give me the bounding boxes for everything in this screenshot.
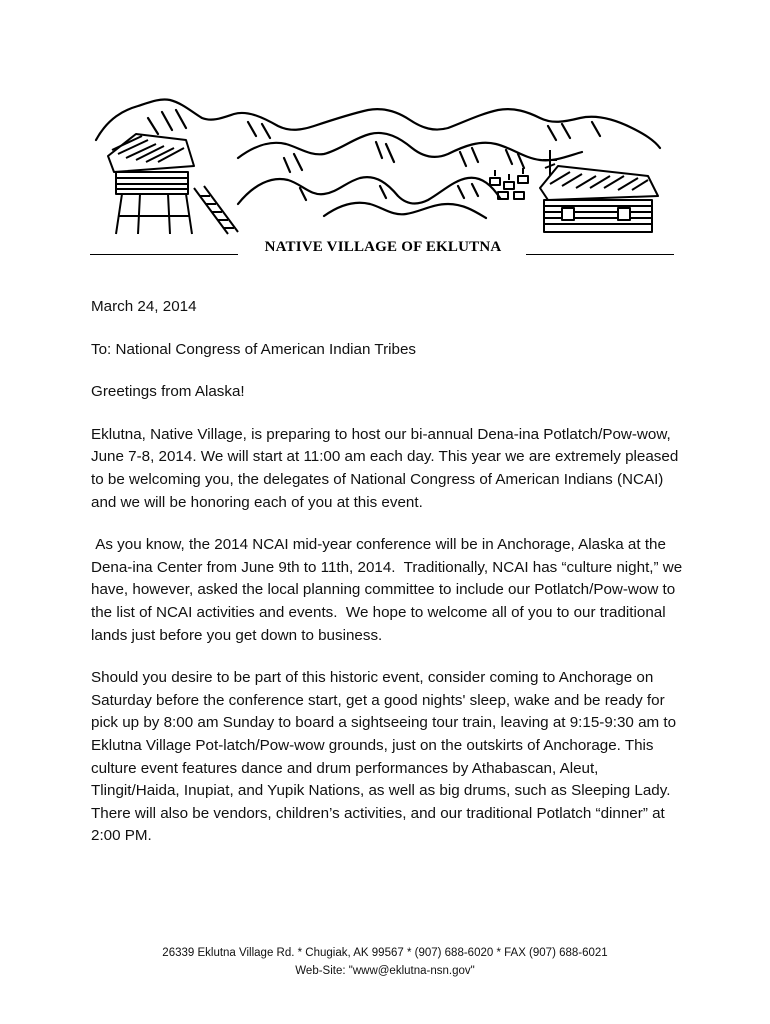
letter-date: March 24, 2014 (91, 298, 197, 315)
letter-recipient: To: National Congress of American Indian Tribes (91, 340, 417, 358)
letter-paragraph-2: As you know, the 2014 NCAI mid-year conference will be in Anchorage, Alaska at the Dena-ina Center from June 9th to 11th, 2014. Traditionally, NCAI has “culture night,” we have, however, asked the local planning committee to include our Potlatch/Pow-wow to the list of NCAI activities and events. We hope to welcome all of you to our traditional lands just before you get down to business. (91, 536, 687, 644)
letter-paragraph-3: Should you desire to be part of this historic event, consider coming to Anchorage on Saturday before the conference start, get a good nights' sleep, wake and be ready for pick up by 8:00 am Sunday to board a sightseeing tour train, leaving at 9:15-9:30 am to Eklutna Village Pot-latch/Pow-wow grounds, just on the outskirts of Anchorage. This culture event features dance and drum performances by Athabascan, Aleut, Tlingit/Haida, Inupiat, and Yupik Nations, as well as big drums, such as Sleeping Lady. There will also be vendors, children’s activities, and our traditional Potlatch “dinner” at 2:00 PM. (91, 669, 677, 845)
letterhead-title-row (90, 238, 676, 260)
organization-name: NATIVE VILLAGE OF EKLUTNA (264, 239, 502, 255)
footer-address: 26339 Eklutna Village Rd. * Chugiak, AK 99567 * (907) 688-6020 * FAX (907) 688-6021 (162, 947, 608, 959)
letter-paragraph-1: Eklutna, Native Village, is preparing to host our bi-annual Dena-ina Potlatch/Pow-wow, June 7-8, 2014. We will start at 11:00 am each day. This year we are extremely pleased to be welcoming you, the delegates of National Congress of American Indians (NCAI) and we will be honoring each of you at this event. (91, 425, 679, 511)
village-landscape-icon (88, 88, 668, 238)
header-rule-right (526, 254, 674, 255)
letter-body (91, 296, 687, 868)
letter-footer (0, 944, 770, 980)
footer-website: Web-Site: "www@eklutna-nsn.gov" (295, 965, 475, 977)
letter-greeting: Greetings from Alaska! (91, 383, 245, 401)
